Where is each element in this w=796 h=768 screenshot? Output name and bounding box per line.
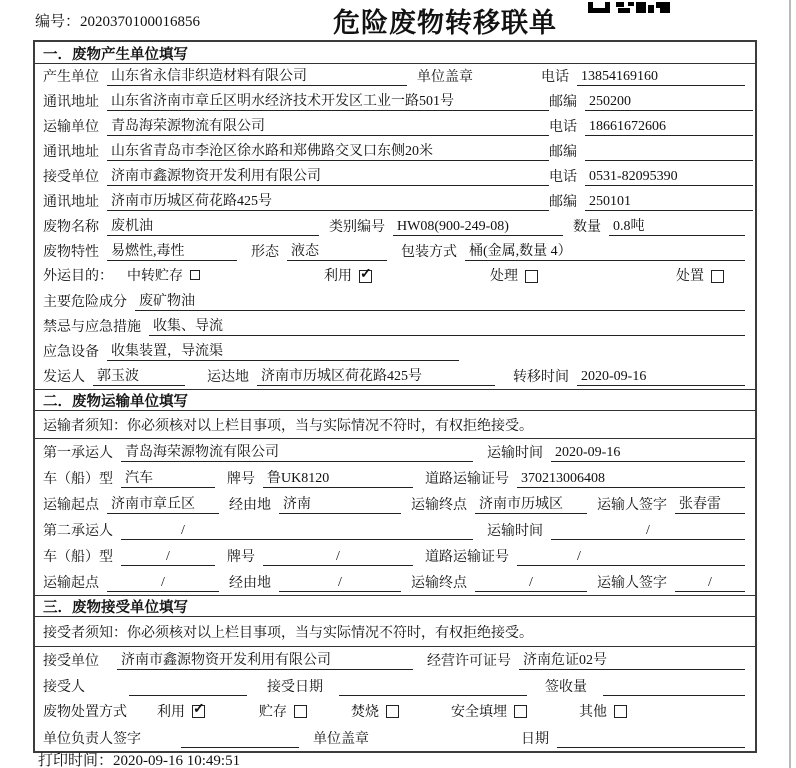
serial-label: 编号： <box>35 14 81 30</box>
transfer-time-field: 2020-09-16 <box>577 369 745 386</box>
section2-heading: 二．废物运输单位填写 <box>35 389 755 411</box>
disposal-incinerate-checkbox[interactable] <box>386 705 399 718</box>
seal-date-field <box>557 731 745 748</box>
waste-name-row <box>35 214 755 239</box>
purpose-option-treat <box>490 265 538 285</box>
waste-name-label: 废物名称 <box>43 220 99 235</box>
qr-code-fragment <box>588 0 670 18</box>
transfer-time-label: 转移时间 <box>513 370 569 385</box>
permit-number-label: 经营许可证号 <box>427 654 511 669</box>
origin2-label: 运输起点 <box>43 576 99 591</box>
receiver-notice: 接受者须知：你必须核对以上栏目事项，当与实际情况不符时，有权拒绝接受。 <box>35 617 755 647</box>
disposal-method-label: 废物处置方式 <box>43 704 127 720</box>
receiver-zip-field: 250101 <box>585 194 753 211</box>
emergency-equipment-field: 收集装置，导流渠 <box>107 340 459 361</box>
purpose-dispose-label: 处置 <box>676 269 704 284</box>
category-code-label: 类别编号 <box>329 220 385 235</box>
receiver-field: 济南市鑫源物资开发利用有限公司 <box>107 165 549 186</box>
transporter-zip-field <box>585 144 753 161</box>
road-license2-label: 道路运输证号 <box>425 550 509 565</box>
signed-amount-label: 签收量 <box>545 680 587 695</box>
vehicle1-row <box>35 465 755 491</box>
producer-phone-label: 电话 <box>541 70 569 85</box>
transporter-address-row <box>35 139 755 164</box>
road-license1-field: 370213006408 <box>517 471 745 488</box>
first-carrier-field: 青岛海荣源物流有限公司 <box>121 441 473 462</box>
route2-row <box>35 569 755 595</box>
disposal-other-label: 其他 <box>579 704 607 720</box>
emergency-equipment-row <box>35 339 755 364</box>
emergency-equipment-label: 应急设备 <box>43 345 99 360</box>
via2-label: 经由地 <box>229 576 271 591</box>
leader-signature-row <box>35 725 755 751</box>
plate2-field: / <box>263 549 413 566</box>
transporter-phone-field: 18661672606 <box>585 119 753 136</box>
vehicle-type2-field: / <box>121 549 215 566</box>
producer-address-row <box>35 89 755 114</box>
hazard-component-label: 主要危险成分 <box>43 295 127 310</box>
sign1-field: 张春雷 <box>675 493 745 514</box>
accept-unit-label: 接受单位 <box>43 654 99 669</box>
plate2-label: 牌号 <box>227 550 255 565</box>
page-edge-line <box>789 0 791 768</box>
purpose-utilize-label: 利用 <box>324 269 352 284</box>
waste-character-row <box>35 239 755 264</box>
accept-unit-row <box>35 647 755 673</box>
disposal-landfill-label: 安全填埋 <box>451 704 507 720</box>
print-time-line <box>38 749 240 768</box>
vehicle-type1-label: 车（船）型 <box>43 472 113 487</box>
leader-signature-label: 单位负责人签字 <box>43 732 141 747</box>
recipient-row <box>35 673 755 699</box>
packing-field: 桶(金属,数量 4） <box>465 240 745 261</box>
producer-field: 山东省永信非织造材料有限公司 <box>107 65 407 86</box>
disposal-method-row <box>35 699 755 725</box>
end1-label: 运输终点 <box>411 498 467 513</box>
consignor-row <box>35 364 755 389</box>
plate1-field: 鲁UK8120 <box>263 467 413 488</box>
purpose-option-dispose <box>676 265 724 285</box>
disposal-storage-label: 贮存 <box>259 704 287 720</box>
receiver-address-row <box>35 189 755 214</box>
transporter-phone-label: 电话 <box>549 120 577 135</box>
disposal-storage-checkbox[interactable] <box>294 705 307 718</box>
transfer-purpose-row <box>35 264 755 289</box>
transport-time1-label: 运输时间 <box>487 446 543 461</box>
sign1-label: 运输人签字 <box>597 498 667 513</box>
physical-form-field: 液态 <box>287 240 387 261</box>
packing-label: 包装方式 <box>401 245 457 260</box>
disposal-option-landfill <box>451 701 527 721</box>
disposal-utilize-checkbox[interactable] <box>192 705 205 718</box>
transporter-row <box>35 114 755 139</box>
disposal-other-checkbox[interactable] <box>614 705 627 718</box>
waste-character-field: 易燃性,毒性 <box>107 240 237 261</box>
producer-phone-field: 13854169160 <box>577 69 745 86</box>
accept-unit-field: 济南市鑫源物资开发利用有限公司 <box>117 649 413 670</box>
quantity-field: 0.8吨 <box>609 215 745 236</box>
disposal-incinerate-label: 焚烧 <box>351 704 379 720</box>
disposal-landfill-checkbox[interactable] <box>514 705 527 718</box>
seal-date-label: 日期 <box>521 732 549 747</box>
end1-field: 济南市历城区 <box>475 493 587 514</box>
road-license2-field: / <box>517 549 745 566</box>
origin1-label: 运输起点 <box>43 498 99 513</box>
recipient-label: 接受人 <box>43 680 85 695</box>
sign2-label: 运输人签字 <box>597 576 667 591</box>
category-code-field: HW08(900-249-08) <box>393 219 563 236</box>
purpose-option-utilize <box>324 265 372 285</box>
consignor-field: 郭玉波 <box>93 365 185 386</box>
disposal-option-utilize <box>157 701 205 721</box>
print-time-label: 打印时间： <box>38 753 114 768</box>
sign2-field: / <box>675 575 745 592</box>
transporter-label: 运输单位 <box>43 120 99 135</box>
receiver-zip-label: 邮编 <box>549 195 577 210</box>
end2-field: / <box>475 575 587 592</box>
physical-form-label: 形态 <box>251 245 279 260</box>
disposal-option-storage <box>259 701 307 721</box>
road-license1-label: 道路运输证号 <box>425 472 509 487</box>
unit-seal-label: 单位盖章 <box>313 732 369 747</box>
producer-address-field: 山东省济南市章丘区明水经济技术开发区工业一路501号 <box>107 90 549 111</box>
vehicle-type2-label: 车（船）型 <box>43 550 113 565</box>
transporter-notice: 运输者须知：你必须核对以上栏目事项，当与实际情况不符时，有权拒绝接受。 <box>35 411 755 439</box>
transporter-zip-label: 邮编 <box>549 145 577 160</box>
transport-time2-label: 运输时间 <box>487 524 543 539</box>
purpose-option-transit-storage <box>127 265 200 285</box>
signed-amount-field <box>603 679 745 696</box>
recipient-field <box>129 679 247 696</box>
page-title: 危险废物转移联单 <box>333 8 557 38</box>
receiver-phone-field: 0531-82095390 <box>585 169 753 186</box>
end2-label: 运输终点 <box>411 576 467 591</box>
producer-row <box>35 64 755 89</box>
destination-label: 运达地 <box>207 370 249 385</box>
route1-row <box>35 491 755 517</box>
via1-field: 济南 <box>279 493 401 514</box>
first-carrier-label: 第一承运人 <box>43 446 113 461</box>
section3-heading: 三．废物接受单位填写 <box>35 595 755 617</box>
transporter-address-field: 山东省青岛市李沧区徐水路和郑佛路交叉口东侧20米 <box>107 140 549 161</box>
disposal-option-other <box>579 701 627 721</box>
purpose-utilize-checkbox[interactable] <box>359 270 372 283</box>
second-carrier-field: / <box>121 523 473 540</box>
accept-date-field <box>339 679 527 696</box>
transfer-purpose-label: 外运目的： <box>43 269 113 284</box>
vehicle-type1-field: 汽车 <box>121 467 215 488</box>
second-carrier-row <box>35 517 755 543</box>
purpose-treat-checkbox[interactable] <box>525 270 538 283</box>
receiver-label: 接受单位 <box>43 170 99 185</box>
receiver-address-label: 通讯地址 <box>43 195 99 210</box>
manifest-form-table <box>33 40 757 753</box>
transporter-address-label: 通讯地址 <box>43 145 99 160</box>
transport-time2-field: / <box>551 523 745 540</box>
producer-address-label: 通讯地址 <box>43 95 99 110</box>
consignor-label: 发运人 <box>43 370 85 385</box>
section1-heading: 一．废物产生单位填写 <box>35 42 755 64</box>
serial-number-line <box>35 10 200 31</box>
receiver-address-field: 济南市历城区荷花路425号 <box>107 190 549 211</box>
hazard-component-field: 废矿物油 <box>135 290 745 311</box>
taboo-measures-row <box>35 314 755 339</box>
vehicle2-row <box>35 543 755 569</box>
origin2-field: / <box>107 575 219 592</box>
first-carrier-row <box>35 439 755 465</box>
via1-label: 经由地 <box>229 498 271 513</box>
origin1-field: 济南市章丘区 <box>107 493 219 514</box>
print-time-value: 2020-09-16 10:49:51 <box>113 753 241 768</box>
plate1-label: 牌号 <box>227 472 255 487</box>
leader-signature-field <box>181 731 299 748</box>
serial-number: 2020370100016856 <box>80 14 201 30</box>
producer-zip-label: 邮编 <box>549 95 577 110</box>
disposal-option-incinerate <box>351 701 399 721</box>
purpose-treat-label: 处理 <box>490 269 518 284</box>
waste-name-field: 废机油 <box>107 215 319 236</box>
producer-label: 产生单位 <box>43 70 99 85</box>
receiver-row <box>35 164 755 189</box>
producer-zip-field: 250200 <box>585 94 753 111</box>
purpose-dispose-checkbox[interactable] <box>711 270 724 283</box>
permit-number-field: 济南危证02号 <box>519 649 745 670</box>
destination-field: 济南市历城区荷花路425号 <box>257 365 495 386</box>
purpose-transit-storage-label: 中转贮存 <box>127 269 183 284</box>
waste-character-label: 废物特性 <box>43 245 99 260</box>
second-carrier-label: 第二承运人 <box>43 524 113 539</box>
transport-time1-field: 2020-09-16 <box>551 445 745 462</box>
transporter-field: 青岛海荣源物流有限公司 <box>107 115 549 136</box>
purpose-transit-storage-checkbox[interactable] <box>190 270 200 280</box>
disposal-utilize-label: 利用 <box>157 704 185 720</box>
taboo-measures-field: 收集、导流 <box>149 315 745 336</box>
accept-date-label: 接受日期 <box>267 680 323 695</box>
receiver-phone-label: 电话 <box>549 170 577 185</box>
producer-seal-label: 单位盖章 <box>417 70 473 85</box>
hazard-component-row <box>35 289 755 314</box>
via2-field: / <box>279 575 401 592</box>
quantity-label: 数量 <box>573 220 601 235</box>
taboo-measures-label: 禁忌与应急措施 <box>43 320 141 335</box>
